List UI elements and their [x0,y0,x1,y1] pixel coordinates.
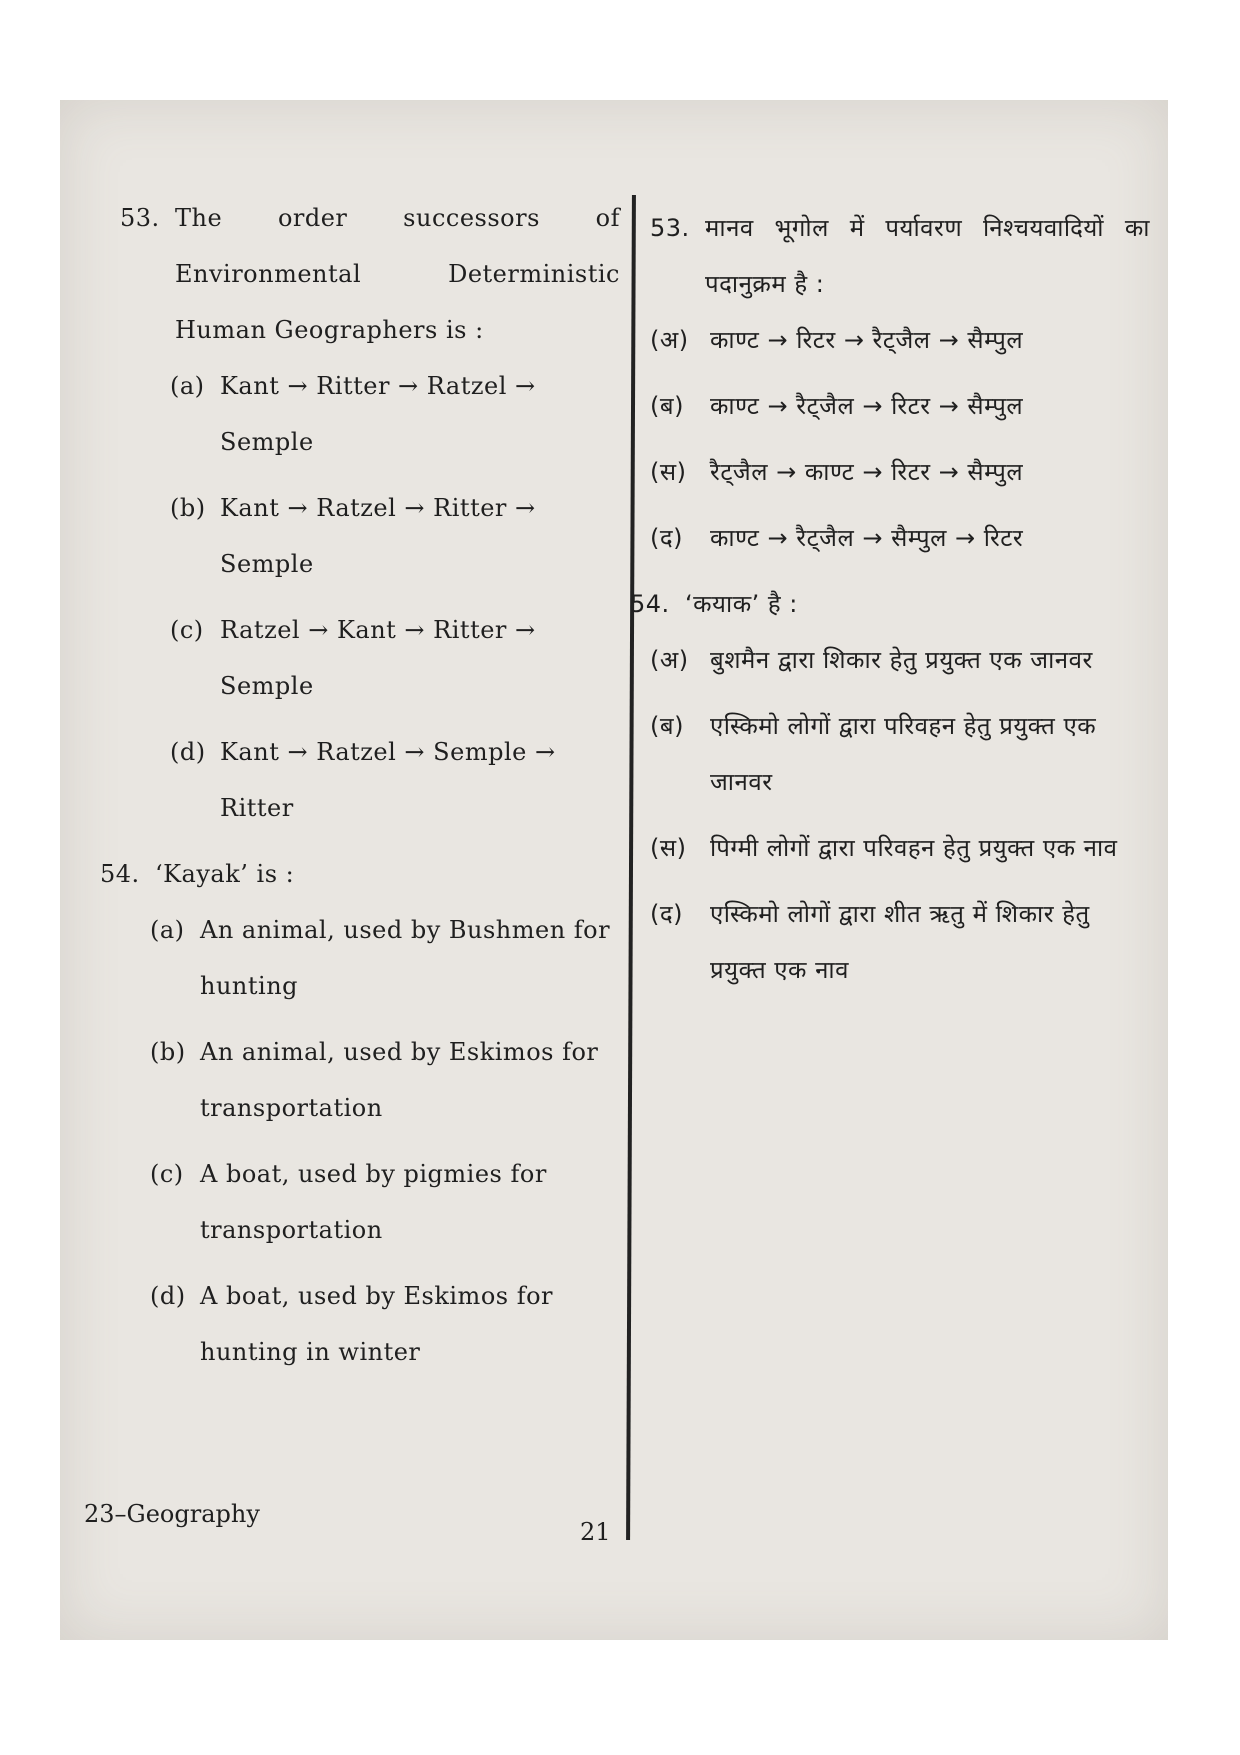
option-b [650,378,1150,434]
option-label: (स) [650,458,687,486]
option-d [630,886,1150,998]
option-label: (अ) [650,646,689,674]
question-53-hi [650,200,1150,566]
option-text: काण्ट → रैट्जैल → रिटर → सैम्पुल [710,392,1024,420]
option-label: (c) [170,616,204,644]
option-c [630,820,1150,876]
option-c [100,1146,620,1258]
question-53-en [120,190,620,836]
option-c [120,602,620,714]
option-b [120,480,620,592]
option-text: An animal, used by Eskimos for transportation [200,1038,599,1122]
option-text: Kant → Ratzel → Semple → Ritter [220,738,556,822]
option-label: (a) [150,916,185,944]
subject-code: 23–Geography [84,1500,260,1528]
page-number: 21 [580,1518,611,1546]
option-text: Kant → Ratzel → Ritter → Semple [220,494,536,578]
option-a [120,358,620,470]
option-text: काण्ट → रैट्जैल → सैम्पुल → रिटर [710,524,1024,552]
option-text: A boat, used by pigmies for transportation [200,1160,547,1244]
question-number: 53. [120,204,160,232]
option-d [120,724,620,836]
option-b [630,698,1150,810]
option-text: एस्किमो लोगों द्वारा शीत ऋतु में शिकार हेतु प्रयुक्त एक नाव [710,900,1090,984]
option-text: A boat, used by Eskimos for hunting in winter [200,1282,554,1366]
option-label: (ब) [650,712,684,740]
option-label: (d) [170,738,206,766]
option-a [650,312,1150,368]
option-text: An animal, used by Bushmen for hunting [200,916,611,1000]
option-text: काण्ट → रिटर → रैट्जैल → सैम्पुल [710,326,1024,354]
option-text: एस्किमो लोगों द्वारा परिवहन हेतु प्रयुक्त एक जानवर [710,712,1097,796]
option-c [650,444,1150,500]
option-label: (c) [150,1160,184,1188]
option-label: (द) [650,524,683,552]
option-label: (द) [650,900,683,928]
question-54-en [100,846,620,1380]
option-text: पिग्मी लोगों द्वारा परिवहन हेतु प्रयुक्त एक नाव [710,834,1118,862]
option-a [630,632,1150,688]
option-a [100,902,620,1014]
option-label: (ब) [650,392,684,420]
english-column [100,190,620,1380]
option-label: (a) [170,372,205,400]
option-text: Kant → Ritter → Ratzel → Semple [220,372,536,456]
question-stem: ‘कयाक’ है : [685,590,798,618]
question-stem: The order successors of Environmental Deterministic Human Geographers is : [175,204,620,344]
option-text: Ratzel → Kant → Ritter → Semple [220,616,536,700]
option-text: रैट्जैल → काण्ट → रिटर → सैम्पुल [710,458,1024,486]
question-stem: मानव भूगोल में पर्यावरण निश्चयवादियों का पदानुक्रम है : [705,214,1150,298]
question-number: 53. [650,214,690,242]
option-label: (अ) [650,326,689,354]
question-54-hi [630,576,1150,998]
option-label: (b) [150,1038,186,1066]
question-stem: ‘Kayak’ is : [155,860,295,888]
question-number: 54. [100,860,140,888]
question-number: 54. [630,590,670,618]
option-label: (स) [650,834,687,862]
option-label: (b) [170,494,206,522]
option-text: बुशमैन द्वारा शिकार हेतु प्रयुक्त एक जानवर [710,646,1093,674]
option-d [100,1268,620,1380]
hindi-column [630,200,1150,998]
option-b [100,1024,620,1136]
option-label: (d) [150,1282,186,1310]
option-d [650,510,1150,566]
